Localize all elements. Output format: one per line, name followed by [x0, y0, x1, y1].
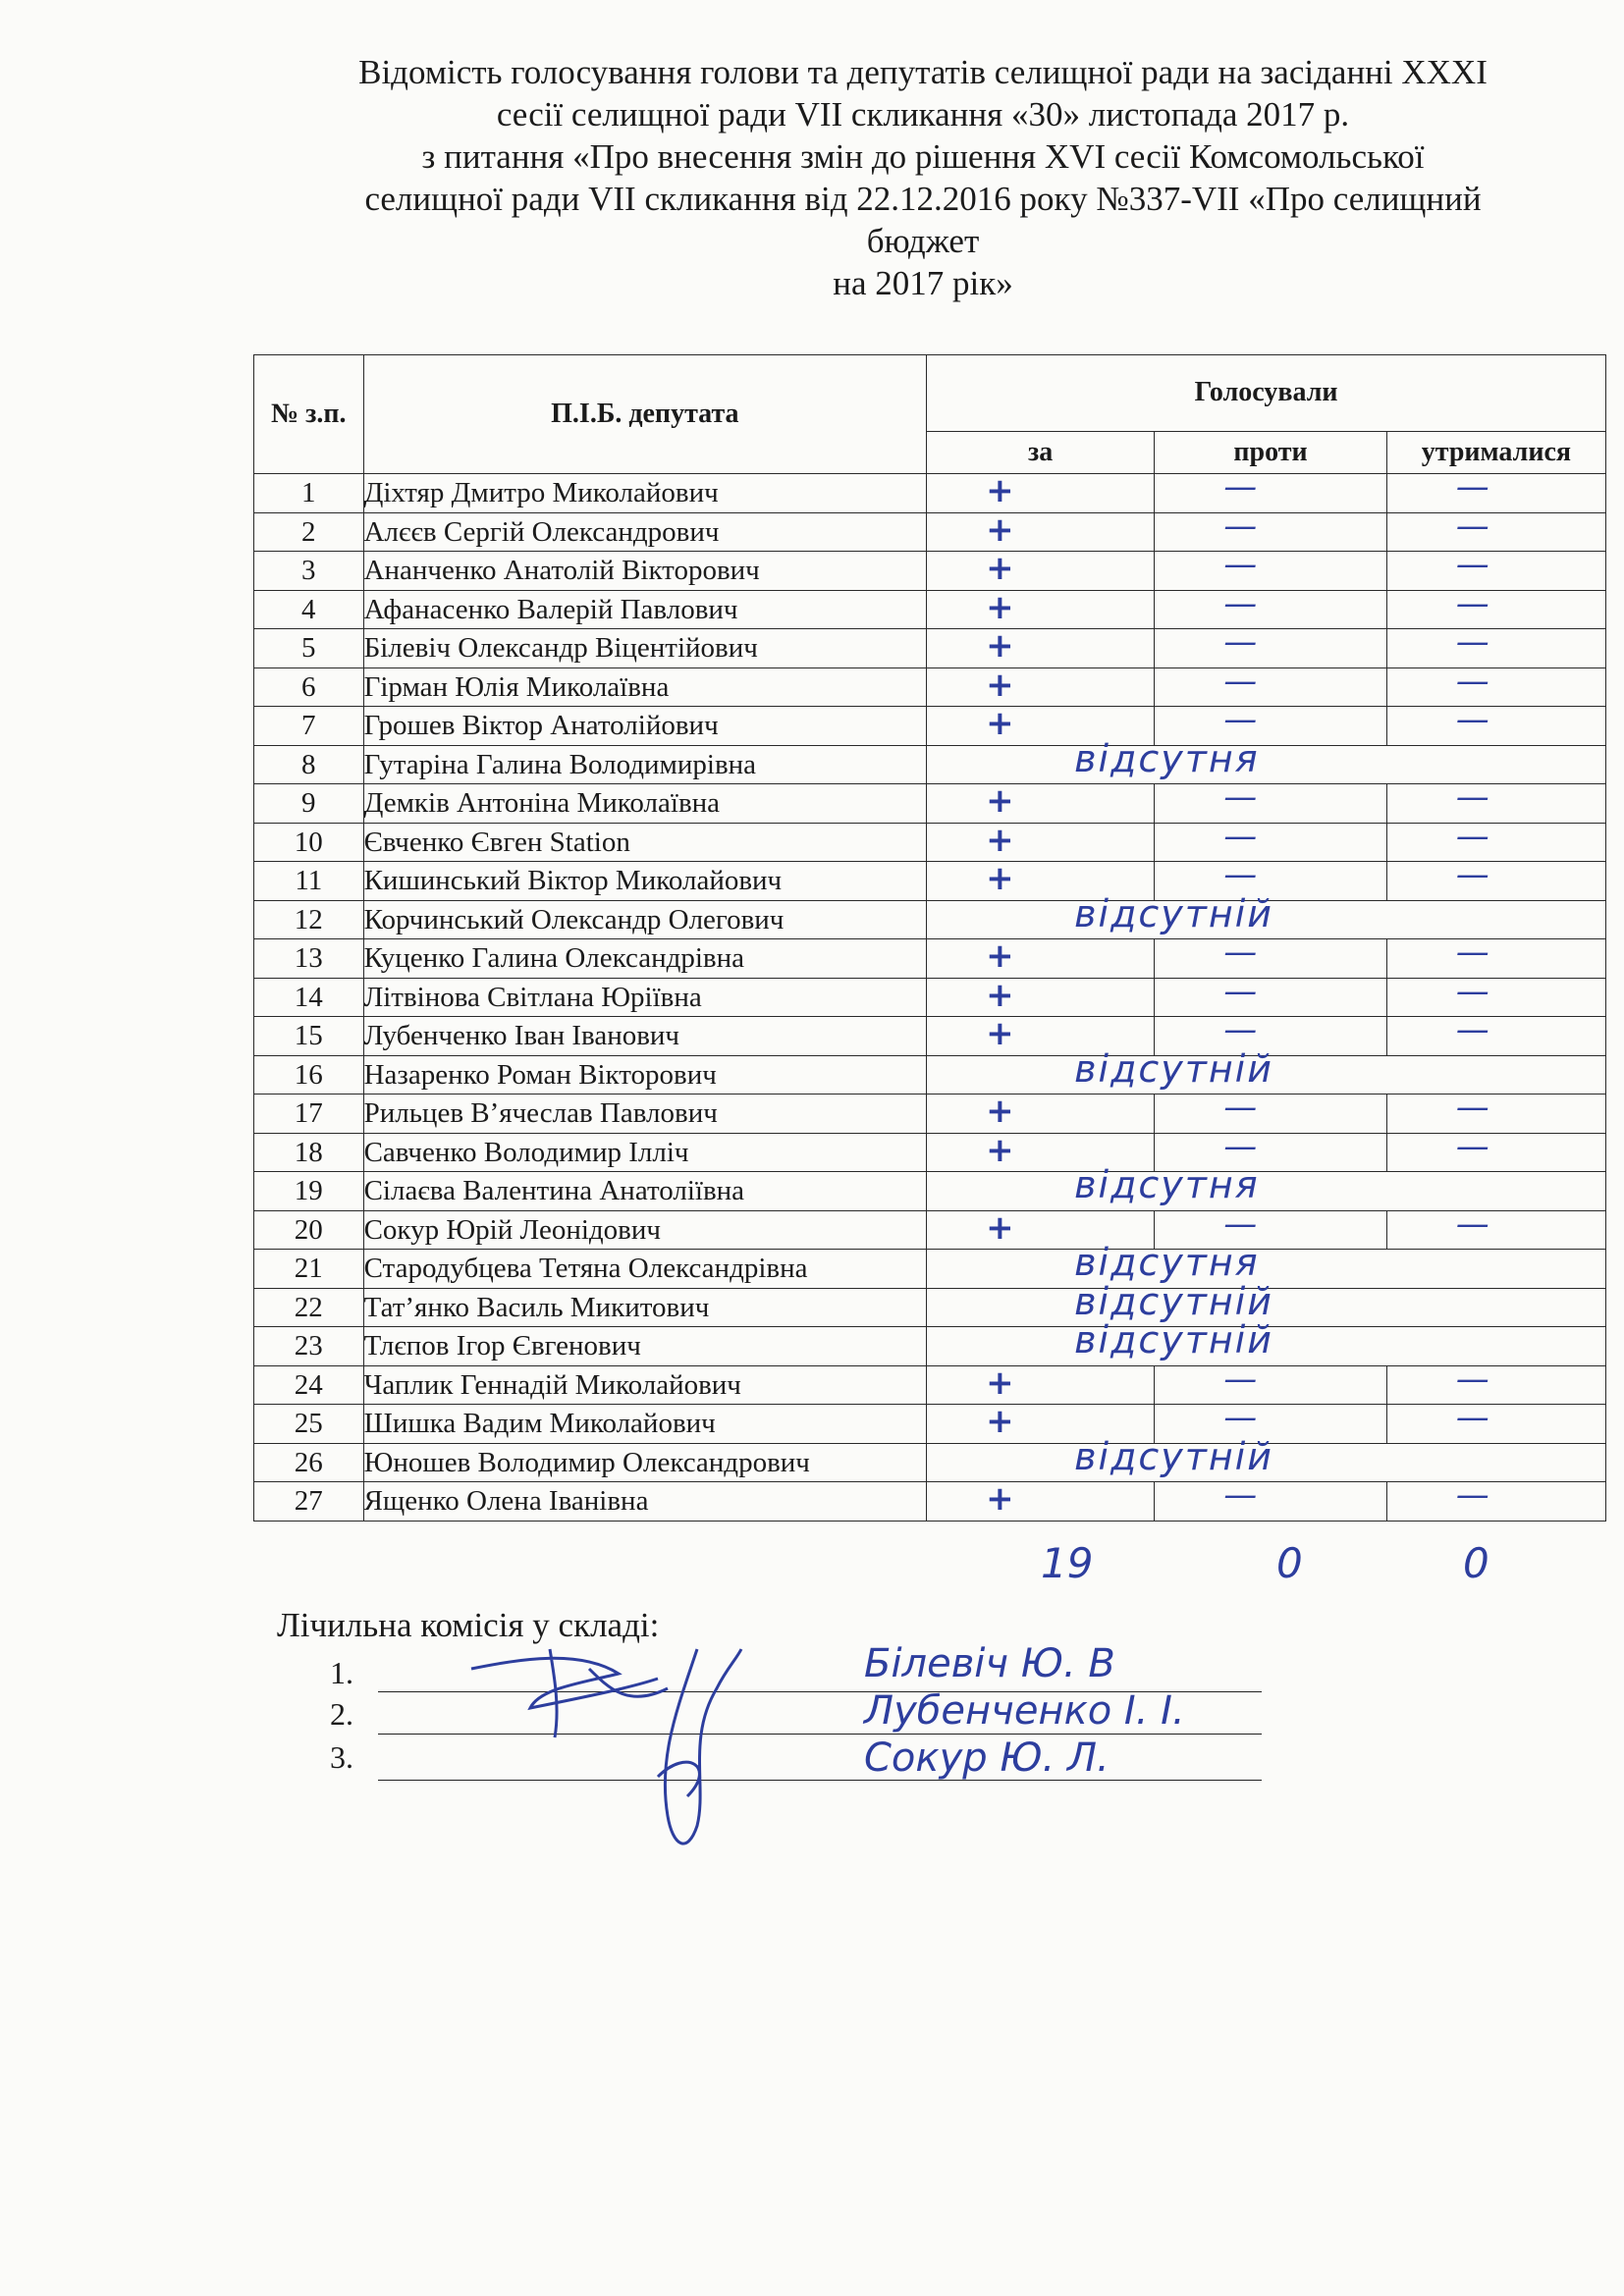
dash-mark: — [1455, 1088, 1489, 1127]
vote-abstained-cell [1386, 506, 1605, 552]
table-row [254, 1250, 1606, 1289]
absent-note-cell [927, 736, 1606, 784]
plus-mark: + [986, 1014, 1014, 1053]
dash-mark: — [1455, 855, 1489, 894]
plus-mark: + [986, 665, 1014, 705]
table-row [254, 1095, 1606, 1134]
table-row [254, 862, 1606, 901]
vote-against-cell [1155, 467, 1387, 513]
deputy-name: Чаплик Геннадій Миколайович [363, 1365, 927, 1405]
row-number: 24 [254, 1365, 364, 1405]
vote-for-cell [927, 587, 1155, 629]
vote-abstained-cell [1386, 971, 1605, 1017]
total-against: 0 [1276, 1539, 1303, 1587]
vote-against-cell [1155, 1088, 1387, 1134]
row-number: 27 [254, 1482, 364, 1522]
plus-mark: + [986, 1092, 1014, 1131]
table-row [254, 707, 1606, 746]
absent-note: відсутній [1074, 1434, 1273, 1478]
vote-for-cell [927, 975, 1155, 1017]
plus-mark: + [986, 1362, 1014, 1403]
table-row [254, 1443, 1606, 1482]
row-number: 23 [254, 1327, 364, 1366]
table-row [254, 900, 1606, 939]
deputy-name: Юношев Володимир Олександрович [363, 1443, 927, 1482]
vote-against-cell [1155, 777, 1387, 824]
dash-mark: — [1223, 583, 1258, 623]
vote-abstained-cell [1386, 1088, 1605, 1134]
table-row [254, 552, 1606, 591]
dash-mark: — [1455, 777, 1489, 817]
dash-mark: — [1455, 622, 1489, 662]
commission-number-2: 2. [330, 1696, 353, 1732]
vote-for-cell [927, 781, 1155, 824]
vote-abstained-cell [1386, 545, 1605, 591]
table-row [254, 1133, 1606, 1172]
absent-note-cell [927, 1434, 1606, 1482]
signature-scribble [461, 1629, 776, 1885]
vote-against-cell [1155, 933, 1387, 979]
vote-abstained-cell [1386, 855, 1605, 901]
vote-abstained-cell [1386, 816, 1605, 862]
table-row [254, 1405, 1606, 1444]
absent-note-cell [927, 1046, 1606, 1095]
vote-abstained-cell [1386, 1398, 1605, 1444]
plus-mark: + [986, 549, 1014, 588]
vote-for-cell [927, 509, 1155, 552]
row-number: 13 [254, 939, 364, 979]
vote-abstained-cell [1386, 1475, 1605, 1522]
dash-mark: — [1223, 816, 1258, 856]
deputy-name: Алєєв Сергій Олександрович [363, 512, 927, 552]
dash-mark: — [1455, 1398, 1489, 1437]
row-number: 4 [254, 590, 364, 629]
vote-abstained-cell [1386, 1010, 1605, 1056]
deputy-name: Шишка Вадим Миколайович [363, 1405, 927, 1444]
header-number: № з.п. [254, 355, 364, 474]
vote-abstained-cell [1386, 622, 1605, 668]
row-number: 19 [254, 1172, 364, 1211]
deputy-name: Корчинський Олександр Олегович [363, 900, 927, 939]
dash-mark: — [1223, 1126, 1258, 1166]
row-number: 26 [254, 1443, 364, 1482]
table-row [254, 667, 1606, 707]
table-row [254, 978, 1606, 1017]
dash-mark: — [1455, 583, 1489, 623]
absent-note-cell [927, 891, 1606, 939]
vote-abstained-cell [1386, 700, 1605, 746]
header-voted: Голосували [927, 355, 1606, 432]
row-number: 18 [254, 1133, 364, 1172]
row-number: 16 [254, 1055, 364, 1095]
vote-abstained-cell [1386, 583, 1605, 629]
dash-mark: — [1223, 545, 1258, 584]
vote-against-cell [1155, 506, 1387, 552]
vote-abstained-cell [1386, 1203, 1605, 1250]
plus-mark: + [986, 781, 1014, 821]
table-row [254, 1017, 1606, 1056]
dash-mark: — [1455, 467, 1489, 507]
deputy-name: Ананченко Анатолій Вікторович [363, 552, 927, 591]
vote-abstained-cell [1386, 1359, 1605, 1405]
absent-note: відсутня [1074, 1241, 1260, 1284]
absent-note: відсутній [1074, 891, 1273, 935]
row-number: 6 [254, 667, 364, 707]
heading-line-3: з питання «Про внесення змін до рішення XVI сесії Комсомольської [421, 137, 1425, 176]
deputy-name: Грошев Віктор Анатолійович [363, 707, 927, 746]
vote-against-cell [1155, 622, 1387, 668]
commission-member-3: Сокур Ю. Л. [864, 1735, 1110, 1781]
row-number: 25 [254, 1405, 364, 1444]
dash-mark: — [1223, 622, 1258, 662]
absent-note: відсутній [1074, 1279, 1273, 1323]
row-number: 17 [254, 1095, 364, 1134]
table-row [254, 1365, 1606, 1405]
table-row [254, 784, 1606, 824]
absent-note-cell [927, 1318, 1606, 1366]
dash-mark: — [1455, 1203, 1489, 1244]
vote-against-cell [1155, 1475, 1387, 1522]
vote-for-cell [927, 471, 1155, 513]
row-number: 20 [254, 1210, 364, 1250]
deputy-name: Сокур Юрій Леонідович [363, 1210, 927, 1250]
dash-mark: — [1223, 971, 1258, 1011]
row-number: 5 [254, 629, 364, 668]
absent-note: відсутній [1074, 1318, 1273, 1362]
absent-note: відсутня [1074, 736, 1260, 780]
table-row [254, 512, 1606, 552]
deputy-name: Білевіч Олександр Віцентійович [363, 629, 927, 668]
dash-mark: — [1455, 816, 1489, 856]
vote-against-cell [1155, 971, 1387, 1017]
vote-for-cell [927, 820, 1155, 862]
deputy-name: Тлєпов Ігор Євгенович [363, 1327, 927, 1366]
table-row [254, 1172, 1606, 1211]
voting-table-body [254, 467, 1606, 1522]
vote-for-cell [927, 1092, 1155, 1134]
deputy-name: Гірман Юлія Миколаївна [363, 667, 927, 707]
table-row [254, 1055, 1606, 1095]
vote-against-cell [1155, 816, 1387, 862]
heading-line-2: сесії селищної ради VII скликання «30» листопада 2017 р. [496, 95, 1350, 133]
table-row [254, 1210, 1606, 1250]
dash-mark: — [1455, 506, 1489, 546]
row-number: 12 [254, 900, 364, 939]
row-number: 1 [254, 474, 364, 513]
header-for: за [927, 431, 1155, 473]
row-number: 9 [254, 784, 364, 824]
commission-label: Лічильна комісія у складі: [277, 1606, 660, 1644]
header-name: П.І.Б. депутата [363, 355, 927, 474]
dash-mark: — [1223, 1359, 1258, 1399]
header-against: проти [1155, 431, 1387, 473]
heading-line-6: на 2017 рік» [833, 264, 1013, 302]
vote-abstained-cell [1386, 467, 1605, 513]
deputy-name: Назаренко Роман Вікторович [363, 1055, 927, 1095]
dash-mark: — [1223, 933, 1258, 972]
dash-mark: — [1223, 855, 1258, 894]
commission-member-2: Лубенченко І. І. [864, 1688, 1185, 1734]
deputy-name: Савченко Володимир Ілліч [363, 1133, 927, 1172]
vote-for-cell [927, 1479, 1155, 1522]
plus-mark: + [986, 587, 1014, 627]
row-number: 3 [254, 552, 364, 591]
vote-against-cell [1155, 545, 1387, 591]
plus-mark: + [986, 1479, 1014, 1519]
table-row [254, 1327, 1606, 1366]
table-row [254, 745, 1606, 784]
absent-note-cell [927, 1163, 1606, 1211]
heading-line-5: бюджет [866, 222, 980, 260]
document-heading [245, 51, 1600, 304]
dash-mark: — [1455, 661, 1489, 701]
deputy-name: Ященко Олена Іванівна [363, 1482, 927, 1522]
plus-mark: + [986, 704, 1014, 743]
dash-mark: — [1223, 1088, 1258, 1127]
total-for: 19 [1041, 1539, 1094, 1587]
dash-mark: — [1223, 467, 1258, 507]
absent-note: відсутня [1074, 1163, 1260, 1206]
vote-abstained-cell [1386, 661, 1605, 707]
deputy-name: Кишинський Віктор Миколайович [363, 862, 927, 901]
table-row [254, 939, 1606, 979]
deputy-name: Літвінова Світлана Юріївна [363, 978, 927, 1017]
vote-for-cell [927, 667, 1155, 707]
dash-mark: — [1455, 1010, 1489, 1049]
vote-abstained-cell [1386, 1126, 1605, 1172]
deputy-name: Стародубцева Тетяна Олександрівна [363, 1250, 927, 1289]
row-number: 7 [254, 707, 364, 746]
vote-for-cell [927, 1362, 1155, 1405]
commission-number-1: 1. [330, 1655, 353, 1690]
row-number: 10 [254, 823, 364, 862]
table-row [254, 629, 1606, 668]
table-row [254, 1288, 1606, 1327]
deputy-name: Рильцев В’ячеслав Павлович [363, 1095, 927, 1134]
dash-mark: — [1455, 971, 1489, 1011]
row-number: 11 [254, 862, 364, 901]
row-number: 15 [254, 1017, 364, 1056]
dash-mark: — [1223, 506, 1258, 546]
dash-mark: — [1223, 661, 1258, 701]
deputy-name: Сілаєва Валентина Анатоліївна [363, 1172, 927, 1211]
dash-mark: — [1455, 933, 1489, 972]
dash-mark: — [1223, 700, 1258, 739]
deputy-name: Лубенченко Іван Іванович [363, 1017, 927, 1056]
dash-mark: — [1223, 1203, 1258, 1244]
deputy-name: Куценко Галина Олександрівна [363, 939, 927, 979]
table-row [254, 1482, 1606, 1522]
header-abstained: утрималися [1386, 431, 1605, 473]
vote-against-cell [1155, 661, 1387, 707]
plus-mark: + [986, 975, 1014, 1015]
voting-table [253, 354, 1606, 1522]
vote-abstained-cell [1386, 777, 1605, 824]
vote-for-cell [927, 936, 1155, 979]
dash-mark: — [1223, 1398, 1258, 1437]
plus-mark: + [986, 509, 1014, 550]
dash-mark: — [1455, 1126, 1489, 1166]
vote-against-cell [1155, 1359, 1387, 1405]
plus-mark: + [986, 859, 1014, 898]
dash-mark: — [1223, 777, 1258, 817]
dash-mark: — [1223, 1010, 1258, 1049]
vote-for-cell [927, 549, 1155, 591]
plus-mark: + [986, 1130, 1014, 1170]
plus-mark: + [986, 1207, 1014, 1248]
dash-mark: — [1455, 1359, 1489, 1399]
commission-number-3: 3. [330, 1739, 353, 1775]
row-number: 14 [254, 978, 364, 1017]
row-number: 8 [254, 745, 364, 784]
deputy-name: Євченко Євген Station [363, 823, 927, 862]
plus-mark: + [986, 820, 1014, 860]
table-row [254, 823, 1606, 862]
dash-mark: — [1455, 700, 1489, 739]
dash-mark: — [1455, 545, 1489, 584]
table-row [254, 474, 1606, 513]
total-abstained: 0 [1463, 1539, 1489, 1587]
plus-mark: + [986, 471, 1014, 510]
deputy-name: Тат’янко Василь Микитович [363, 1288, 927, 1327]
deputy-name: Гутаріна Галина Володимирівна [363, 745, 927, 784]
row-number: 2 [254, 512, 364, 552]
vote-for-cell [927, 626, 1155, 668]
vote-against-cell [1155, 583, 1387, 629]
heading-line-1: Відомість голосування голови та депутатів селищної ради на засіданні XXXI [358, 53, 1488, 91]
row-number: 22 [254, 1288, 364, 1327]
deputy-name: Афанасенко Валерій Павлович [363, 590, 927, 629]
commission-member-1: Білевіч Ю. В [864, 1641, 1115, 1686]
deputy-name: Демків Антоніна Миколаївна [363, 784, 927, 824]
plus-mark: + [986, 936, 1014, 976]
dash-mark: — [1455, 1475, 1489, 1515]
plus-mark: + [986, 1402, 1014, 1441]
vote-abstained-cell [1386, 933, 1605, 979]
table-row [254, 590, 1606, 629]
dash-mark: — [1223, 1475, 1258, 1515]
deputy-name: Діхтяр Дмитро Миколайович [363, 474, 927, 513]
plus-mark: + [986, 626, 1014, 666]
absent-note: відсутній [1074, 1046, 1273, 1091]
heading-line-4: селищної ради VII скликання від 22.12.2016 року №337-VII «Про селищний [364, 180, 1482, 218]
row-number: 21 [254, 1250, 364, 1289]
